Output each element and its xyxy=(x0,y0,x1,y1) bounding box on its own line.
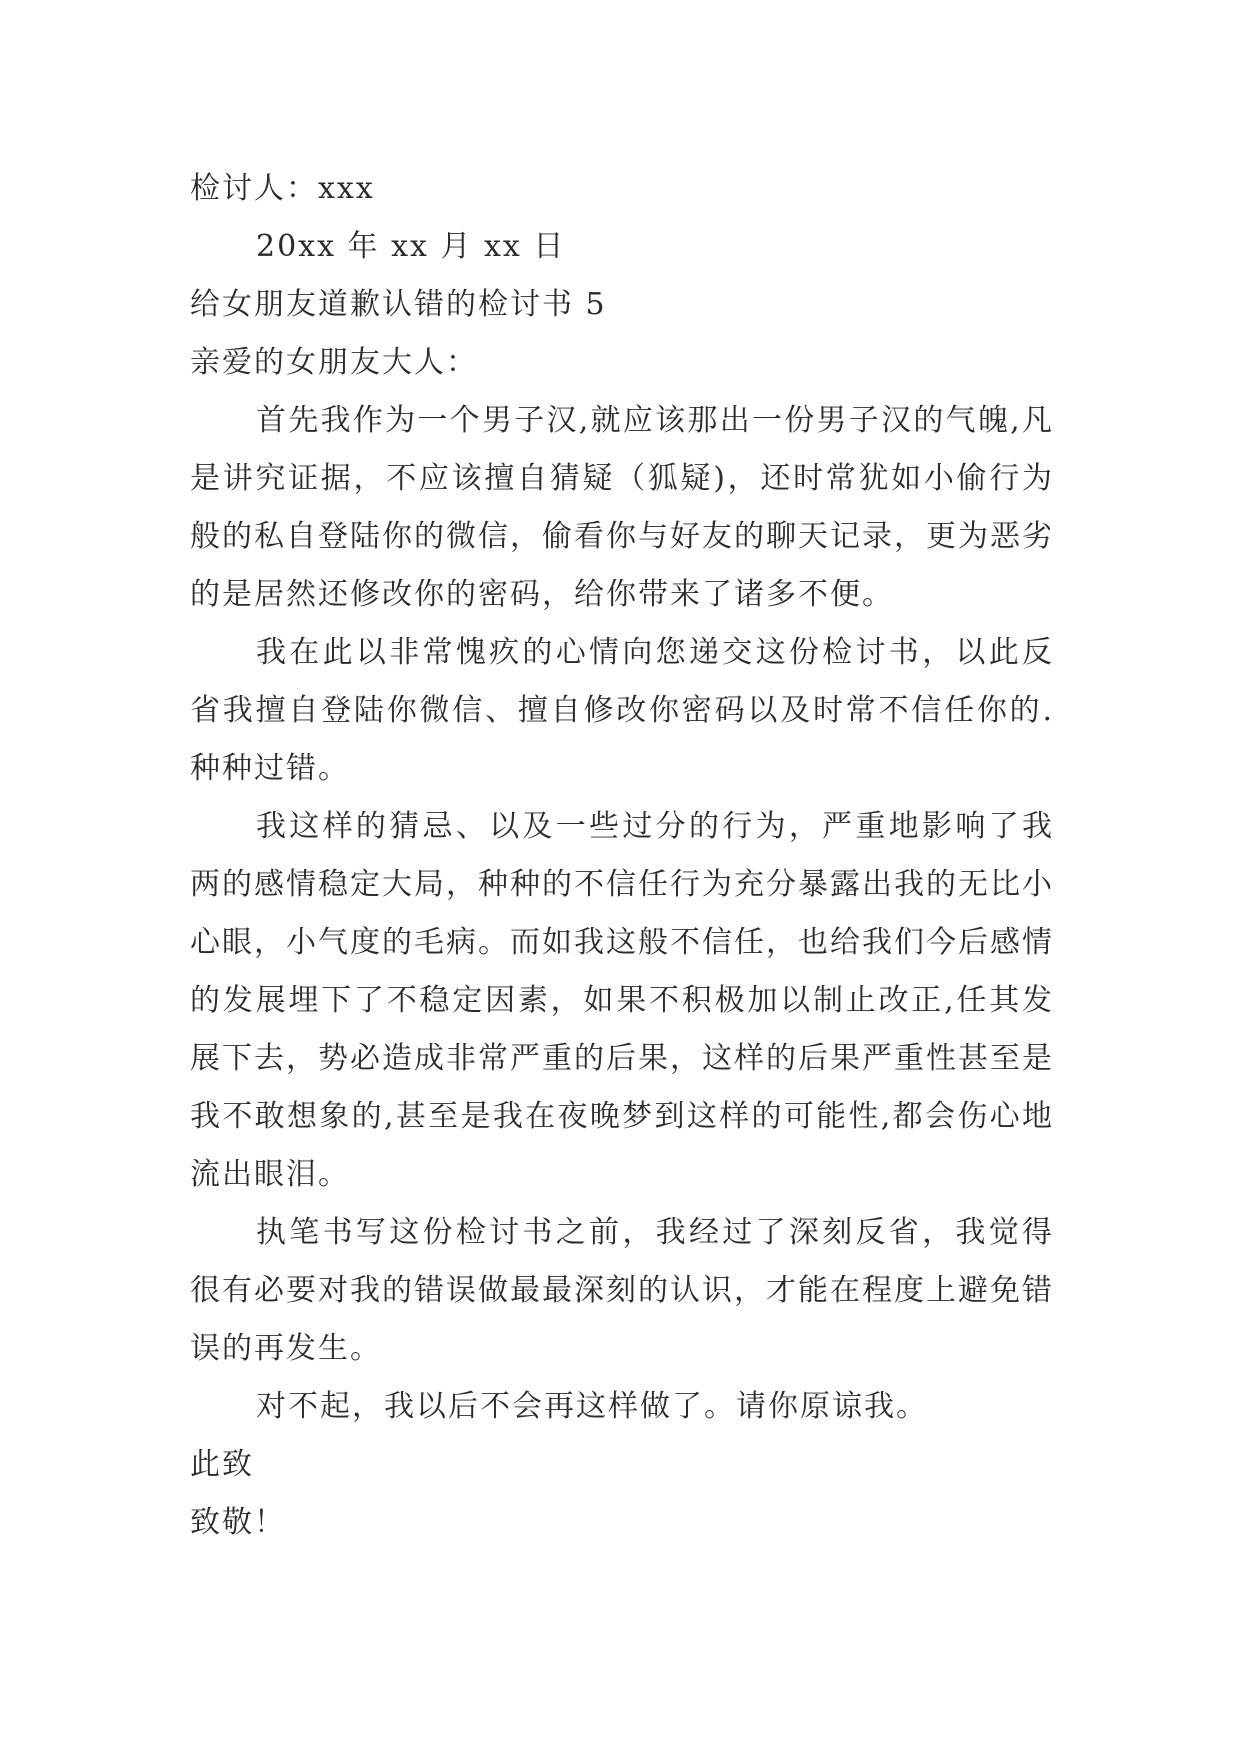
document-body xyxy=(190,160,1054,1552)
paragraph-5: 对不起，我以后不会再这样做了。请你原谅我。 xyxy=(256,1389,928,1424)
document-title: 给女朋友道歉认错的检讨书 5 xyxy=(190,287,607,322)
paragraph-2: 我在此以非常愧疚的心情向您递交这份检讨书，以此反省我擅自登陆你微信、擅自修改你密码以及时常不信任你的.种种过错。 xyxy=(190,635,1054,786)
closing-line-2: 致敬！ xyxy=(190,1505,286,1540)
date-line: 20xx 年 xx 月 xx 日 xyxy=(256,229,566,264)
paragraph-1: 首先我作为一个男子汉,就应该那出一份男子汉的气魄,凡是讲究证据，不应该擅自猜疑（狐疑)，还时常犹如小偷行为般的私自登陆你的微信，偷看你与好友的聊天记录，更为恶劣的是居然还修改你的密码，给你带来了诸多不便。 xyxy=(190,403,1054,612)
paragraph-3: 我这样的猜忌、以及一些过分的行为，严重地影响了我两的感情稳定大局，种种的不信任行为充分暴露出我的无比小心眼，小气度的毛病。而如我这般不信任，也给我们今后感情的发展埋下了不稳定因素，如果不积极加以制止改正,任其发展下去，势必造成非常严重的后果，这样的后果严重性甚至是我不敢想象的,甚至是我在夜晚梦到这样的可能性,都会伤心地流出眼泪。 xyxy=(190,809,1054,1192)
paragraph-4: 执笔书写这份检讨书之前，我经过了深刻反省，我觉得很有必要对我的错误做最最深刻的认识，才能在程度上避免错误的再发生。 xyxy=(190,1215,1054,1366)
closing-line-1: 此致 xyxy=(190,1447,254,1482)
salutation: 亲爱的女朋友大人： xyxy=(190,345,478,380)
reviewer-line: 检讨人：xxx xyxy=(190,171,375,206)
